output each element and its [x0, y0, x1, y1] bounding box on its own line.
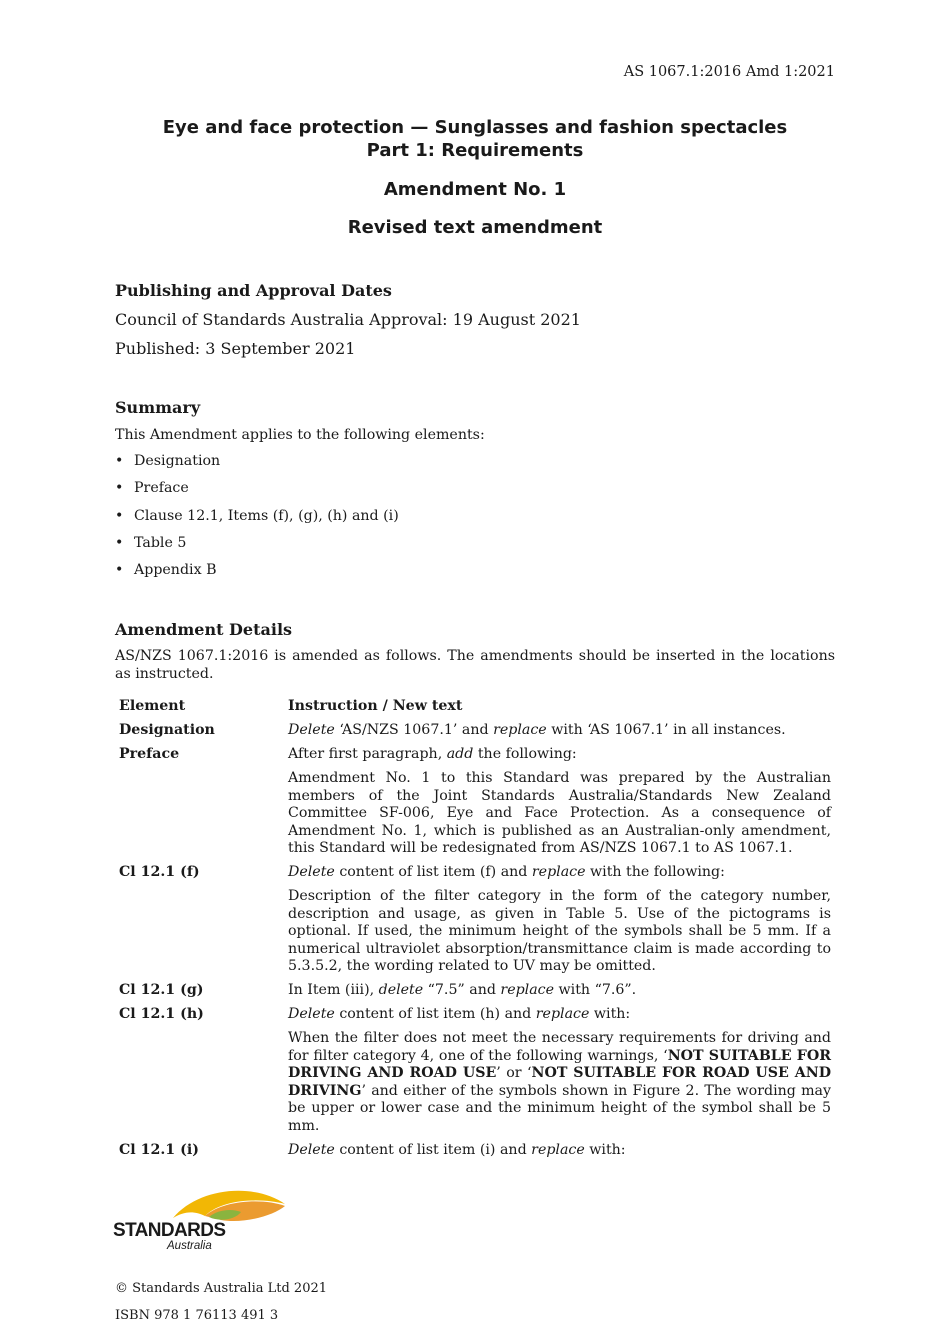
table-row [115, 1030, 835, 1142]
table-row [115, 888, 835, 982]
summary-intro: This Amendment applies to the following elements: [115, 427, 485, 443]
row-instruction: In Item (iii), delete “7.5” and replace with “7.6”. [288, 982, 637, 998]
list-item: • Table 5 [115, 534, 835, 552]
logo-subtitle: Australia [167, 1240, 212, 1252]
list-item: • Appendix B [115, 561, 835, 579]
row-element: Designation [119, 722, 215, 738]
row-element: Cl 12.1 (h) [119, 1006, 204, 1022]
amendment-details-section [115, 620, 835, 683]
table-row [115, 1006, 835, 1030]
row-new-text: Description of the filter category in the form of the category number, description and usage, as given in Table 5. Use of the pictograms is optional. If used, the minimum height of the symbols shall be 5 mm. If a numerical ultraviolet absorption/transmittance claim is made according to 5.3.5.2, the wording related to UV may be omitted. [288, 888, 831, 974]
document-title: Eye and face protection — Sunglasses and fashion spectacles [162, 117, 788, 138]
summary-heading: Summary [115, 398, 201, 417]
approval-date: Council of Standards Australia Approval: 19 August 2021 [115, 310, 581, 329]
title-block [0, 116, 950, 238]
row-new-text: When the filter does not meet the necessary requirements for driving and for filter category 4, one of the following warnings, ‘NOT SUITABLE FOR DRIVING AND ROAD USE’ or ‘NOT SUITABLE FOR ROAD USE AND DRIVING’ and either of the symbols shown in Figure 2. The wording may be upper or lower case and the minimum height of the symbol shall be 5 mm. [288, 1030, 832, 1134]
row-element: Cl 12.1 (f) [119, 864, 200, 880]
table-row [115, 770, 835, 864]
summary-section [115, 398, 835, 588]
table-row [115, 746, 835, 770]
amendment-table [115, 698, 835, 1166]
column-header-instruction: Instruction / New text [288, 698, 463, 714]
column-header-element: Element [119, 698, 186, 714]
list-item: • Designation [115, 452, 835, 470]
table-row [115, 982, 835, 1006]
row-element: Preface [119, 746, 180, 762]
copyright-notice: © Standards Australia Ltd 2021 [115, 1281, 328, 1296]
row-instruction: Delete content of list item (f) and replace with the following: [288, 864, 725, 880]
details-intro: AS/NZS 1067.1:2016 is amended as follows. The amendments should be inserted in the locations as instructed. [115, 648, 835, 682]
document-identifier: AS 1067.1:2016 Amd 1:2021 [623, 64, 835, 80]
amendment-number: Amendment No. 1 [383, 179, 567, 200]
row-instruction: After first paragraph, add the following: [288, 746, 577, 762]
isbn: ISBN 978 1 76113 491 3 [115, 1308, 279, 1323]
standards-australia-logo [113, 1186, 288, 1252]
table-header-row [115, 698, 835, 722]
row-element: Cl 12.1 (g) [119, 982, 204, 998]
row-element: Cl 12.1 (i) [119, 1141, 199, 1158]
row-new-text: Amendment No. 1 to this Standard was prepared by the Australian members of the Joint Standards Australia/Standards New Zealand Committee SF-006, Eye and Face Protection. As a consequence of Amendment No. 1, which is published as an Australian-only amendment, this Standard will be redesignated from AS/NZS 1067.1 to AS 1067.1. [288, 770, 831, 856]
publishing-heading: Publishing and Approval Dates [115, 281, 392, 300]
published-date: Published: 3 September 2021 [115, 339, 356, 358]
list-item: • Preface [115, 479, 835, 497]
amendment-type: Revised text amendment [347, 217, 603, 238]
list-item: • Clause 12.1, Items (f), (g), (h) and (i) [115, 507, 835, 525]
summary-list [115, 452, 835, 579]
logo-wordmark: STANDARDS [113, 1220, 226, 1241]
document-part: Part 1: Requirements [366, 140, 584, 161]
table-row [115, 864, 835, 888]
table-row [115, 1142, 835, 1166]
row-instruction: Delete ‘AS/NZS 1067.1’ and replace with ‘AS 1067.1’ in all instances. [288, 722, 786, 738]
row-instruction: Delete content of list item (i) and replace with: [288, 1141, 626, 1158]
publishing-section [115, 281, 835, 359]
details-heading: Amendment Details [115, 620, 293, 639]
row-instruction: Delete content of list item (h) and replace with: [288, 1006, 631, 1022]
table-row [115, 722, 835, 746]
